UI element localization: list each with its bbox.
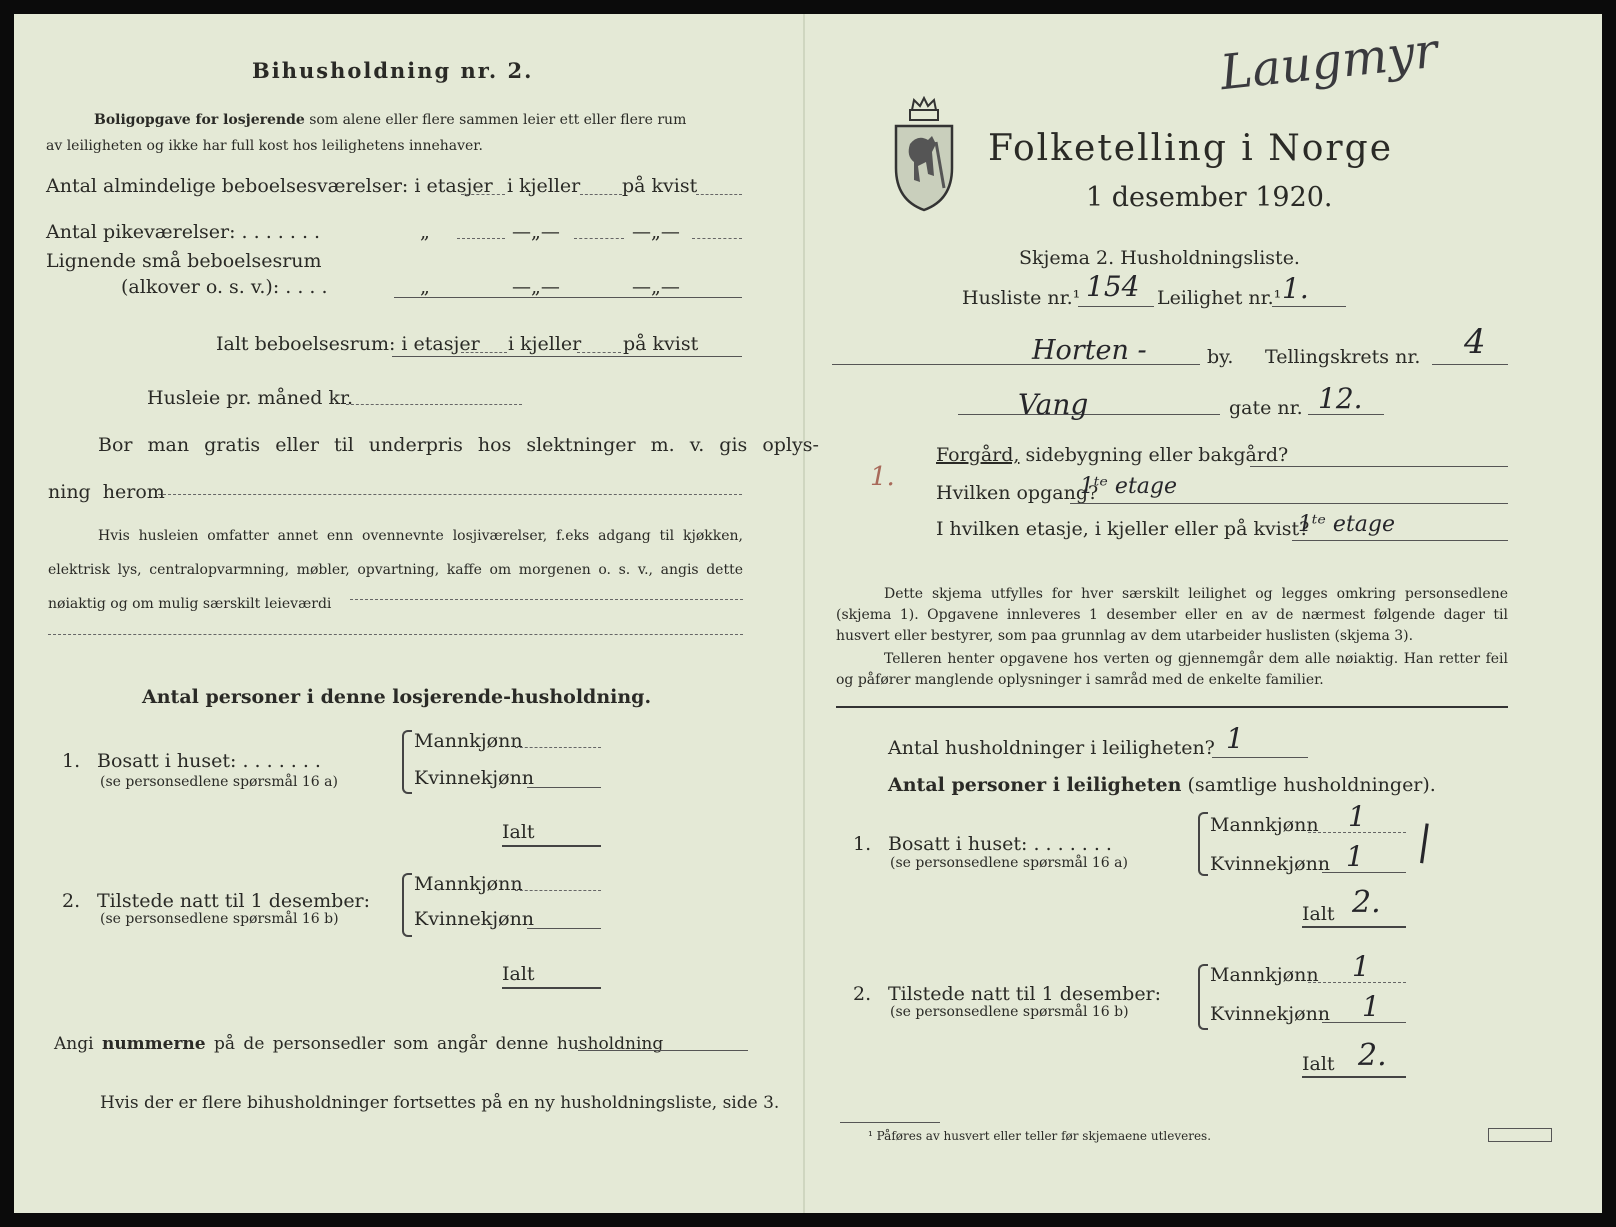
footnote-rule bbox=[840, 1122, 940, 1123]
field-line bbox=[1432, 364, 1508, 365]
gate-nr-value[interactable]: 12. bbox=[1318, 382, 1363, 415]
brace bbox=[1198, 964, 1208, 1030]
right-q2-num: 2. bbox=[853, 983, 872, 1005]
field-line[interactable] bbox=[580, 194, 622, 195]
field-line[interactable] bbox=[577, 352, 621, 353]
right-q1-mann: Mannkjønn bbox=[1210, 814, 1319, 836]
coat-of-arms-icon bbox=[892, 96, 956, 212]
left-q1-ialt: Ialt bbox=[502, 821, 535, 843]
husleie-label: Husleie pr. måned kr. bbox=[147, 387, 354, 409]
right-q2-ialt: Ialt bbox=[1302, 1053, 1335, 1075]
left-row1-kjeller: i kjeller bbox=[507, 175, 581, 197]
field-line bbox=[1308, 982, 1406, 983]
field-line[interactable] bbox=[527, 787, 601, 788]
field-line[interactable] bbox=[394, 297, 742, 298]
ditto-mark: —„— bbox=[632, 276, 680, 298]
field-line[interactable] bbox=[696, 194, 742, 195]
right-q1-label: Bosatt i huset: . . . . . . . bbox=[888, 833, 1112, 855]
schema-label: Skjema 2. Husholdningsliste. bbox=[1019, 247, 1300, 269]
gratis-line1: Bor man gratis eller til underpris hos slektninger m. v. gis oplys- bbox=[98, 434, 819, 456]
etasje-value[interactable]: 1ᵗᵉ etage bbox=[1298, 512, 1396, 537]
right-q2-kvinne-value[interactable]: 1 bbox=[1362, 990, 1380, 1023]
field-line[interactable] bbox=[515, 890, 601, 891]
krets-value[interactable]: 4 bbox=[1464, 322, 1486, 362]
left-q2-kvinne: Kvinnekjønn bbox=[414, 908, 535, 930]
field-line[interactable] bbox=[502, 845, 601, 847]
field-line bbox=[1212, 757, 1308, 758]
field-line[interactable] bbox=[1250, 466, 1508, 467]
left-q2-label: Tilstede natt til 1 desember: bbox=[97, 890, 371, 912]
forgaard-rest: sidebygning eller bakgård? bbox=[1025, 444, 1289, 466]
persons-heading-rest: (samtlige husholdninger). bbox=[1187, 774, 1436, 796]
left-persons-heading: Antal personer i denne losjerende-husholdning. bbox=[142, 686, 652, 708]
brace bbox=[402, 730, 412, 794]
husliste-value[interactable]: 154 bbox=[1086, 270, 1140, 303]
antal-hush-value[interactable]: 1 bbox=[1226, 722, 1244, 755]
left-q1-num: 1. bbox=[62, 750, 81, 772]
left-row3-label: Lignende små beboelsesrum bbox=[46, 250, 322, 272]
etasje-label: I hvilken etasje, i kjeller eller på kvist? bbox=[936, 518, 1310, 540]
section-divider bbox=[836, 706, 1508, 708]
field-line[interactable] bbox=[692, 238, 742, 239]
right-q1-kvinne-value[interactable]: 1 bbox=[1346, 840, 1364, 873]
field-line[interactable] bbox=[461, 352, 507, 353]
left-row1-label: Antal almindelige beboelsesværelser: i etasjer bbox=[46, 175, 493, 197]
krets-label: Tellingskrets nr. bbox=[1265, 346, 1421, 368]
ditto-mark: „ bbox=[420, 221, 430, 243]
by-label: by. bbox=[1207, 346, 1234, 368]
ditto-mark: —„— bbox=[512, 276, 560, 298]
field-line bbox=[1302, 926, 1406, 928]
left-q2-mann: Mannkjønn bbox=[414, 873, 523, 895]
field-line bbox=[1308, 832, 1406, 833]
angi-rest: på de personsedler som angår denne husholdning bbox=[214, 1034, 664, 1054]
leilighet-value[interactable]: 1. bbox=[1282, 272, 1309, 305]
printer-stamp bbox=[1488, 1128, 1552, 1142]
check-mark: | bbox=[1414, 817, 1435, 865]
field-line[interactable] bbox=[457, 238, 505, 239]
angi-pre: Angi bbox=[54, 1034, 94, 1054]
ditto-mark: —„— bbox=[512, 221, 560, 243]
left-ialt-label: Ialt beboelsesrum: i etasjer bbox=[216, 333, 480, 355]
leieverdi-field[interactable] bbox=[350, 599, 743, 600]
forgaard-line bbox=[936, 444, 1288, 466]
right-date: 1 desember 1920. bbox=[1086, 182, 1333, 213]
field-line bbox=[1302, 1076, 1406, 1078]
leilighet-label: Leilighet nr.¹ bbox=[1157, 287, 1282, 309]
right-title: Folketelling i Norge bbox=[988, 128, 1393, 169]
left-footer: Hvis der er flere bihusholdninger fortsettes på en ny husholdningsliste, side 3. bbox=[100, 1093, 780, 1113]
right-q1-ialt: Ialt bbox=[1302, 903, 1335, 925]
field-line bbox=[1070, 503, 1508, 504]
footnote: ¹ Påføres av husvert eller teller før skjemaene utleveres. bbox=[868, 1129, 1212, 1143]
left-intro-line1 bbox=[94, 112, 686, 128]
ditto-mark: „ bbox=[420, 276, 430, 298]
gratis-line2: ning herom bbox=[48, 481, 165, 503]
field-line[interactable] bbox=[515, 747, 601, 748]
angi-line bbox=[54, 1034, 663, 1054]
husliste-label: Husliste nr.¹ bbox=[962, 287, 1081, 309]
opgang-value[interactable]: 1ᵗᵉ etage bbox=[1080, 474, 1178, 499]
left-row2-label: Antal pikeværelser: . . . . . . . bbox=[46, 221, 321, 243]
left-q1-mann: Mannkjønn bbox=[414, 730, 523, 752]
right-q1-kvinne: Kvinnekjønn bbox=[1210, 853, 1331, 875]
gate-value[interactable]: Vang bbox=[1018, 388, 1089, 421]
left-q1-sub: (se personsedlene spørsmål 16 a) bbox=[100, 774, 338, 790]
instruction-para-2: Telleren henter opgavene hos verten og gjennemgår dem alle nøiaktig. Han retter feil og påfører manglende oplysninger i samråd med de enkelte familier. bbox=[836, 651, 1508, 688]
field-line bbox=[1292, 540, 1508, 541]
field-line[interactable] bbox=[461, 194, 505, 195]
margin-mark: 1. bbox=[870, 462, 895, 492]
hvis-paragraph: Hvis husleien omfatter annet enn ovennevnte losjiværelser, f.eks adgang til kjøkken, elektrisk lys, centralopvarmning, møbler, opvartning, kaffe om morgenen o. s. v., angis dette nøiaktig og om mulig særskilt leieværdi bbox=[48, 528, 743, 612]
field-line[interactable] bbox=[502, 987, 601, 989]
right-q1-sub: (se personsedlene spørsmål 16 a) bbox=[890, 855, 1128, 871]
intro-rest: som alene eller flere sammen leier ett eller flere rum bbox=[309, 112, 687, 128]
intro-bold: Boligopgave for losjerende bbox=[94, 112, 305, 128]
instruction-para-1: Dette skjema utfylles for hver særskilt leilighet og legges omkring personsedlene (skjema 1). Opgavene innleveres 1 desember eller en av de nærmest følgende dager til husvert eller bestyrer, som paa grunnlag av dem utarbeider huslisten (skjema 3). bbox=[836, 586, 1508, 644]
persons-heading-bold: Antal personer i leiligheten bbox=[888, 774, 1182, 796]
field-line[interactable] bbox=[527, 928, 601, 929]
antal-hush-label: Antal husholdninger i leiligheten? bbox=[888, 737, 1215, 759]
opgang-label: Hvilken opgang? bbox=[936, 482, 1099, 504]
field-line bbox=[1322, 1022, 1406, 1023]
gate-label: gate nr. bbox=[1229, 397, 1303, 419]
right-q1-num: 1. bbox=[853, 833, 872, 855]
field-line bbox=[1272, 306, 1346, 307]
left-intro-line2: av leiligheten og ikke har full kost hos leilighetens innehaver. bbox=[46, 138, 483, 154]
extra-field[interactable] bbox=[48, 634, 743, 635]
gratis-field[interactable] bbox=[158, 494, 742, 495]
angi-bold: nummerne bbox=[101, 1034, 206, 1054]
page-fold bbox=[803, 14, 805, 1213]
right-persons-heading bbox=[888, 774, 1436, 796]
left-ialt-kvist: på kvist bbox=[623, 333, 699, 355]
right-q2-sub: (se personsedlene spørsmål 16 b) bbox=[890, 1004, 1129, 1020]
field-line bbox=[392, 356, 742, 357]
right-q2-mann-value[interactable]: 1 bbox=[1352, 950, 1370, 983]
field-line bbox=[1322, 872, 1406, 873]
ditto-mark: —„— bbox=[632, 221, 680, 243]
right-q2-mann: Mannkjønn bbox=[1210, 964, 1319, 986]
brace bbox=[1198, 812, 1208, 876]
left-ialt-kjeller: i kjeller bbox=[508, 333, 582, 355]
right-q2-ialt-value[interactable]: 2. bbox=[1358, 1038, 1387, 1073]
angi-field[interactable] bbox=[578, 1050, 748, 1051]
left-row1-kvist: på kvist bbox=[622, 175, 698, 197]
right-q2-label: Tilstede natt til 1 desember: bbox=[888, 983, 1162, 1005]
left-q1-kvinne: Kvinnekjønn bbox=[414, 767, 535, 789]
right-q2-kvinne: Kvinnekjønn bbox=[1210, 1003, 1331, 1025]
field-line bbox=[958, 414, 1220, 415]
left-q2-num: 2. bbox=[62, 890, 81, 912]
field-line bbox=[1078, 306, 1154, 307]
left-title: Bihusholdning nr. 2. bbox=[252, 58, 534, 83]
left-row3-sub: (alkover o. s. v.): . . . . bbox=[121, 276, 328, 298]
right-q1-ialt-value[interactable]: 2. bbox=[1352, 885, 1381, 920]
by-value[interactable]: Horten - bbox=[1032, 335, 1147, 366]
forgaard-underlined: Forgård, bbox=[936, 444, 1020, 466]
field-line bbox=[1308, 414, 1384, 415]
left-q1-label: Bosatt i huset: . . . . . . . bbox=[97, 750, 321, 772]
left-q2-sub: (se personsedlene spørsmål 16 b) bbox=[100, 911, 339, 927]
brace bbox=[402, 873, 412, 937]
right-q1-mann-value[interactable]: 1 bbox=[1348, 800, 1366, 833]
field-line[interactable] bbox=[574, 238, 624, 239]
top-handwriting: Laugmyr bbox=[1217, 22, 1441, 102]
left-q2-ialt: Ialt bbox=[502, 963, 535, 985]
husleie-field[interactable] bbox=[346, 404, 522, 405]
